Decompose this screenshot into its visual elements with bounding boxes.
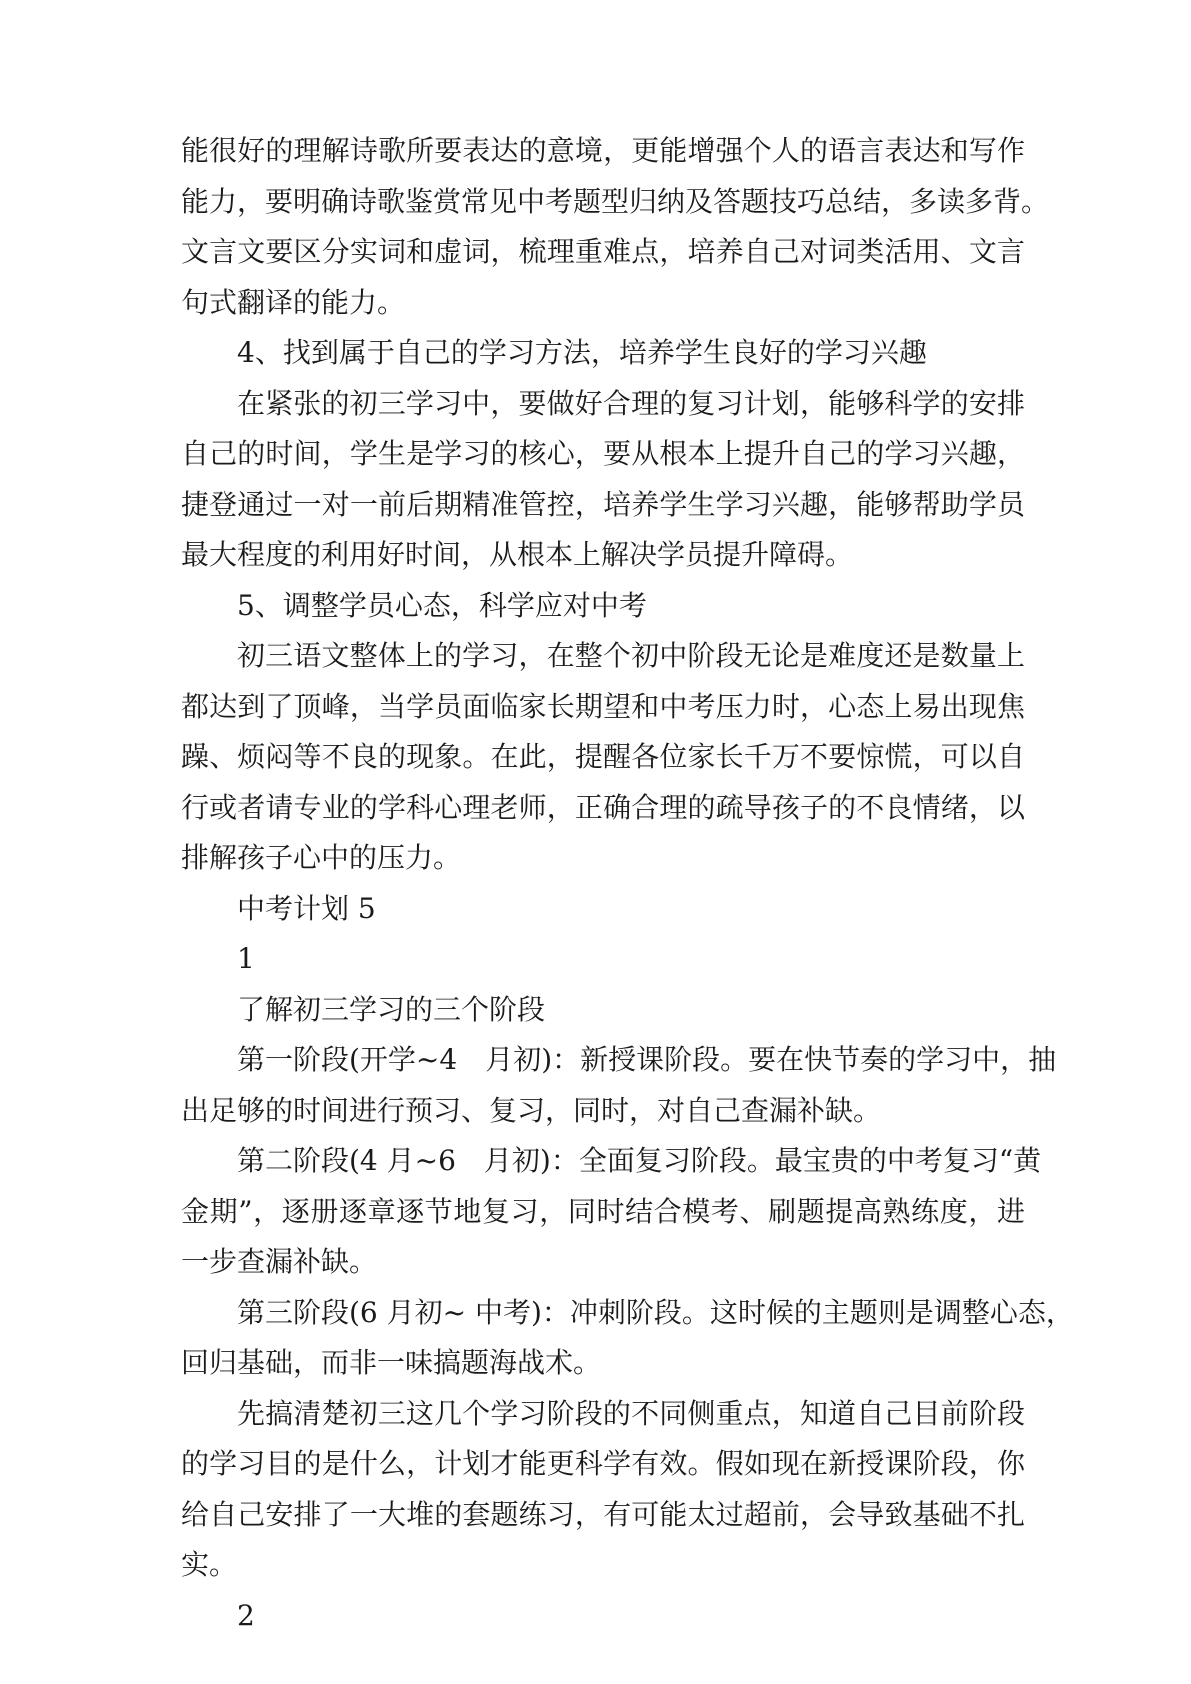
text-line: 最大程度的利用好时间，从根本上解决学员提升障碍。 bbox=[181, 538, 854, 571]
section-number: 1 bbox=[237, 942, 255, 975]
section-number: 2 bbox=[237, 1598, 255, 1632]
document-page bbox=[181, 126, 1074, 1641]
text-line: 文言文要区分实词和虚词，梳理重难点，培养自己对词类活用、文言 bbox=[181, 235, 1025, 268]
section-heading: 5、调整学员心态，科学应对中考 bbox=[237, 588, 647, 622]
text-line: 躁、烦闷等不良的现象。在此，提醒各位家长千万不要惊慌，可以自 bbox=[181, 740, 1025, 773]
text-line: 先搞清楚初三这几个学习阶段的不同侧重点，知道自己目前阶段 bbox=[237, 1396, 1025, 1430]
text-line: 在紧张的初三学习中，要做好合理的复习计划，能够科学的安排 bbox=[237, 386, 1025, 420]
section-heading: 4、找到属于自己的学习方法，培养学生良好的学习兴趣 bbox=[237, 336, 927, 369]
text-line: 自己的时间，学生是学习的核心，要从根本上提升自己的学习兴趣， bbox=[181, 437, 1025, 470]
text-line: 回归基础，而非一味搞题海战术。 bbox=[181, 1346, 602, 1379]
text-line: 能很好的理解诗歌所要表达的意境，更能增强个人的语言表达和写作 bbox=[181, 134, 1025, 167]
text-line: 句式翻译的能力。 bbox=[181, 285, 406, 319]
text-line: 金期”，逐册逐章逐节地复习，同时结合模考、刷题提高熟练度，进 bbox=[181, 1194, 1025, 1228]
text-line: 能力，要明确诗歌鉴赏常见中考题型归纳及答题技巧总结，多读多背。 bbox=[181, 184, 1050, 218]
text-line: 一步查漏补缺。 bbox=[181, 1245, 378, 1278]
text-line: 行或者请专业的学科心理老师，正确合理的疏导孩子的不良情绪，以 bbox=[181, 790, 1025, 824]
text-line: 排解孩子心中的压力。 bbox=[181, 841, 462, 874]
text-line: 捷登通过一对一前后期精准管控，培养学生学习兴趣，能够帮助学员 bbox=[181, 487, 1025, 521]
section-title: 中考计划 5 bbox=[237, 891, 376, 925]
text-line: 的学习目的是什么，计划才能更科学有效。假如现在新授课阶段，你 bbox=[181, 1447, 1025, 1480]
text-line: 初三语文整体上的学习，在整个初中阶段无论是难度还是数量上 bbox=[237, 639, 1025, 672]
text-line: 第一阶段(开学~4 月初)：新授课阶段。要在快节奏的学习中，抽 bbox=[237, 1043, 1057, 1076]
text-line: 实。 bbox=[181, 1548, 238, 1581]
text-line: 第三阶段(6 月初~ 中考)：冲刺阶段。这时候的主题则是调整心态， bbox=[237, 1295, 1074, 1329]
text-line: 给自己安排了一大堆的套题练习，有可能太过超前，会导致基础不扎 bbox=[181, 1497, 1025, 1531]
section-heading: 了解初三学习的三个阶段 bbox=[237, 992, 546, 1026]
text-line: 都达到了顶峰，当学员面临家长期望和中考压力时，心态上易出现焦 bbox=[181, 689, 1025, 723]
text-line: 第二阶段(4 月~6 月初)：全面复习阶段。最宝贵的中考复习“黄 bbox=[237, 1144, 1042, 1177]
text-line: 出足够的时间进行预习、复习，同时，对自己查漏补缺。 bbox=[181, 1093, 882, 1127]
